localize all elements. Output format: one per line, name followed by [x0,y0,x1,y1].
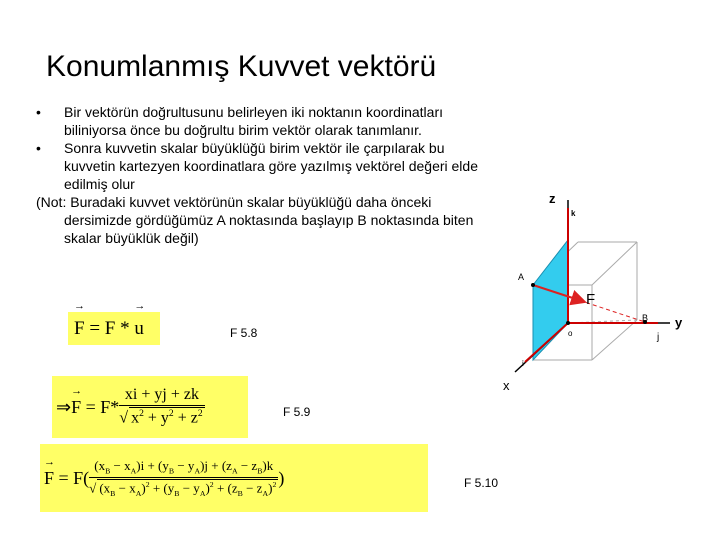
equation-3-label: F 5.10 [464,476,499,490]
equation-1-label: F 5.8 [230,326,258,340]
axis-z-label: z [549,191,556,206]
equation-2-label: F 5.9 [283,405,311,419]
axis-y-label: y [675,315,683,330]
body-text [36,103,496,247]
bullet-item [36,103,496,139]
position-vector-diagram [480,180,720,400]
point-a-marker [531,283,535,287]
bullet-symbol: • [36,140,41,156]
slide-title: Konumlanmış Kuvvet vektörü [46,50,437,83]
axis-x-label: x [503,378,510,393]
equation-3: → F = F( $\frac{(x_B - x_A)i + (y_B - y_A)j + (z_A - z_B)k}{√ (x_B - x_A)^2 + (y_B - y_A)^2 + (z_B - z_A)^2}$ ) [40,444,428,512]
note-text: (Not: Buradaki kuvvet vektörünün skalar büyüklüğü daha önceki dersimizde gördüğümüz A noktasında başlayıp B noktasında biten skalar büyüklük değil) [36,194,474,246]
bullet-item [36,139,496,193]
unit-i-label: i [522,359,524,368]
unit-j-label: j [657,332,660,343]
unit-k-label: k [571,209,576,218]
bullet-symbol: • [36,104,41,120]
bullet-text: Bir vektörün doğrultusunu belirleyen iki noktanın koordinatları biliniyorsa önce bu doğrultu birim vektör olarak tanımlanır. [64,104,443,138]
shaded-plane [533,240,568,360]
point-o-marker [566,321,570,325]
point-a-label: A [518,272,525,282]
equation-2: ⇒→ F = F* $\frac{xi + yj + zk}{√ x^2 + y^2 + z^2}$ [52,376,248,438]
force-label: F [586,291,596,308]
point-o-label: o [568,329,573,338]
point-b-label: B [642,313,649,323]
bullet-text: Sonra kuvvetin skalar büyüklüğü birim vektör ile çarpılarak bu kuvvetin kartezyen koordinatlara göre yazılmış vektörel değeri elde edilmiş olur [64,140,478,192]
equation-1: → F = F * → u [68,312,160,345]
